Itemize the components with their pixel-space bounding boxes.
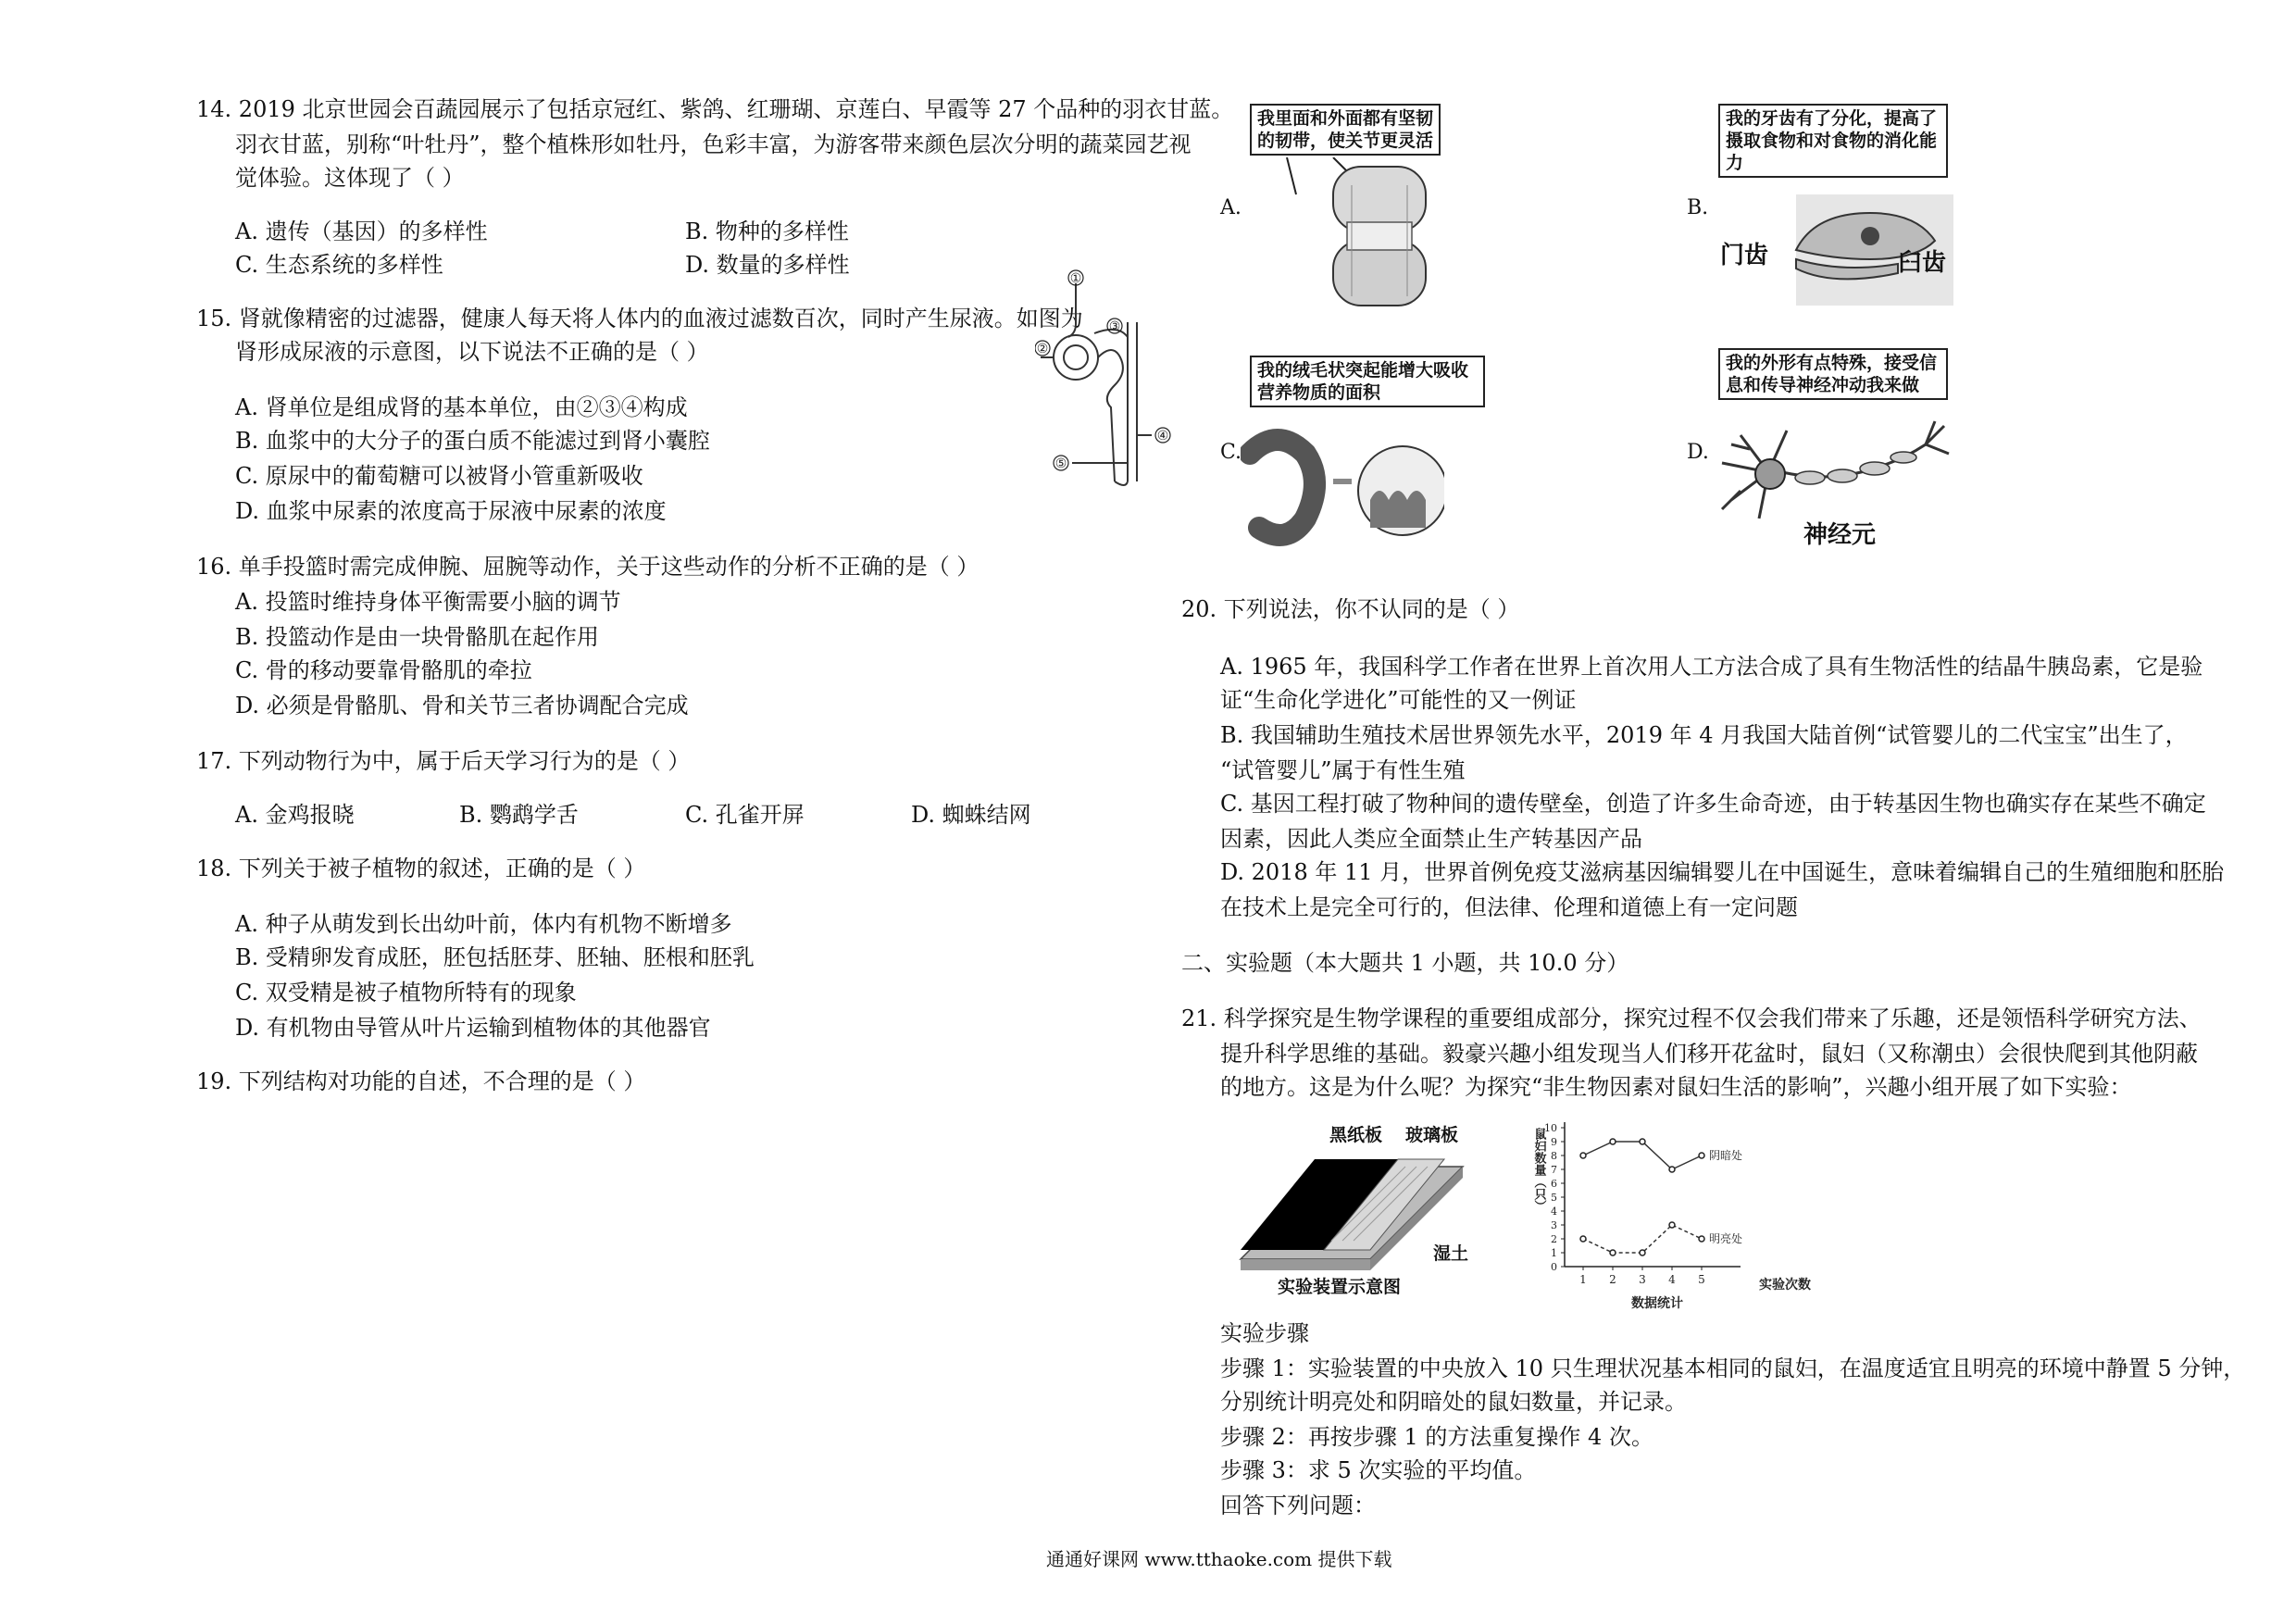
q19-b-label-molar: 臼齿 [1898,249,1947,277]
joint-illustration [1259,157,1463,315]
q19-option-a-letter: A. [1220,196,1242,219]
x-axis-label: 实验次数 [1759,1278,1811,1293]
q18-option-b: B. 受精卵发育成胚，胚包括胚芽、胚轴、胚根和胚乳 [235,944,755,970]
q15-stem-line1: 15. 肾就像精密的过滤器，健康人每天将人体内的血液过滤数百次，同时产生尿液。如图为 [196,306,1083,331]
step-3: 步骤 3：求 5 次实验的平均值。 [1220,1457,1537,1483]
q17-option-d: D. 蜘蛛结网 [911,802,1031,828]
q20-stem: 20. 下列说法，你不认同的是（ ） [1181,596,1520,622]
q20-option-a-line1: A. 1965 年，我国科学工作者在世界上首次用人工方法合成了具有生物活性的结晶牛胰岛素，它是验 [1220,654,2203,680]
q16-option-b: B. 投篮动作是由一块骨骼肌在起作用 [235,624,599,650]
data-point [1580,1153,1586,1158]
q16-stem: 16. 单手投篮时需完成伸腕、屈腕等动作，关于这些动作的分析不正确的是（ ） [196,554,980,580]
nephron-diagram [1035,269,1183,491]
y-tick-label: 9 [1551,1136,1557,1148]
q20-option-b-line2: “试管婴儿”属于有性生殖 [1220,757,1466,783]
y-tick-label: 2 [1551,1233,1557,1245]
q19-option-b-letter: B. [1687,196,1709,219]
y-tick-label: 8 [1551,1150,1557,1162]
q19-a-callout: 我里面和外面都有坚韧的韧带，使关节更灵活 [1250,104,1441,156]
chart-marks [1580,1139,1742,1255]
series-label: 明亮处 [1709,1232,1743,1245]
x-tick-label: 1 [1579,1273,1587,1286]
shrimp-count-line-chart [1518,1109,1870,1313]
apparatus-caption: 实验装置示意图 [1278,1277,1402,1297]
q19-c-callout: 我的绒毛状突起能增大吸收营养物质的面积 [1250,356,1485,407]
nephron-label-4: ④ [1156,429,1169,443]
q19-b-callout: 我的牙齿有了分化，提高了摄取食物和对食物的消化能力 [1718,104,1948,178]
q15-stem-line2: 肾形成尿液的示意图，以下说法不正确的是（ ） [235,339,709,365]
series-label: 阴暗处 [1709,1149,1743,1162]
data-point [1610,1250,1616,1255]
q19-stem: 19. 下列结构对功能的自述，不合理的是（ ） [196,1068,646,1094]
q19-option-c-letter: C. [1220,441,1242,464]
section-2-heading: 二、实验题（本大题共 1 小题，共 10.0 分） [1181,950,1629,976]
data-point [1580,1236,1586,1242]
step-1-line1: 步骤 1：实验装置的中央放入 10 只生理状况基本相同的鼠妇，在温度适宜且明亮的环境中静置 5 分钟， [1220,1355,2246,1381]
chart-caption: 数据统计 [1631,1296,1683,1311]
step-1-line2: 分别统计明亮处和阴暗处的鼠妇数量，并记录。 [1220,1389,1687,1415]
steps-title: 实验步骤 [1220,1320,1309,1346]
y-axis-label: 鼠妇数量（只） [1531,1128,1546,1212]
q16-option-c: C. 骨的移动要靠骨骼肌的牵拉 [235,657,532,683]
q18-option-d: D. 有机物由导管从叶片运输到植物体的其他器官 [235,1015,711,1041]
data-point [1699,1236,1704,1242]
afferent-vessel [1068,283,1076,337]
answer-prompt: 回答下列问题： [1220,1493,1376,1518]
x-tick-label: 5 [1698,1273,1705,1286]
glomerular-capsule [1054,335,1098,380]
q16-option-a: A. 投篮时维持身体平衡需要小脑的调节 [235,589,621,615]
q19-b-label-incisor: 门齿 [1720,242,1769,269]
q15-option-a: A. 肾单位是组成肾的基本单位，由②③④构成 [235,394,688,420]
q19-d-callout: 我的外形有点特殊，接受信息和传导神经冲动我来做 [1718,348,1948,400]
data-point [1640,1250,1645,1255]
chart-axes [1532,1122,1812,1311]
q19-d-label-neuron: 神经元 [1803,521,1877,549]
page-footer: 通通好课网 www.tthaoke.com 提供下载 [1046,1548,1392,1570]
q19-option-d-letter: D. [1687,441,1709,464]
q17-stem: 17. 下列动物行为中，属于后天学习行为的是（ ） [196,748,691,774]
y-tick-label: 10 [1544,1122,1557,1134]
x-tick-label: 4 [1668,1273,1676,1286]
y-tick-label: 5 [1551,1192,1557,1204]
q20-option-b-line1: B. 我国辅助生殖技术居世界领先水平，2019 年 4 月我国大陆首例“试管婴儿的二代宝宝”出生了， [1220,722,2188,748]
y-tick-label: 1 [1551,1247,1557,1259]
data-point [1669,1167,1675,1172]
y-tick-label: 3 [1551,1219,1557,1231]
x-tick-label: 3 [1639,1273,1646,1286]
y-tick-label: 0 [1551,1261,1557,1273]
q15-option-d: D. 血浆中尿素的浓度高于尿液中尿素的浓度 [235,498,667,524]
q20-option-c-line2: 因素，因此人类应全面禁止生产转基因产品 [1220,826,1642,852]
data-point [1610,1139,1616,1144]
q20-option-c-line1: C. 基因工程打破了物种间的遗传壁垒，创造了许多生命奇迹，由于转基因生物也确实存在某些不确定 [1220,791,2206,817]
y-tick-label: 4 [1551,1206,1557,1218]
q20-option-d-line1: D. 2018 年 11 月，世界首例免疫艾滋病基因编辑婴儿在中国诞生，意味着编辑自己的生殖细胞和胚胎 [1220,859,2225,885]
series-line-bright [1583,1225,1702,1253]
intestine-villi-illustration [1241,417,1444,556]
q21-stem-line2: 提升科学思维的基础。毅豪兴趣小组发现当人们移开花盆时，鼠妇（又称潮虫）会很快爬到其他阴蔽 [1220,1041,2198,1067]
q18-option-c: C. 双受精是被子植物所特有的现象 [235,980,577,1006]
glomerulus [1064,345,1088,369]
q18-option-a: A. 种子从萌发到长出幼叶前，体内有机物不断增多 [235,911,732,937]
q14-option-a: A. 遗传（基因）的多样性 [235,219,488,244]
q15-option-b: B. 血浆中的大分子的蛋白质不能滤过到肾小囊腔 [235,428,710,454]
q14-stem-line1: 14. 2019 北京世园会百蔬园展示了包括京冠红、紫鸽、红珊瑚、京莲白、早霞等 27 个品种的羽衣甘蓝。 [196,96,1234,122]
data-point [1699,1153,1704,1158]
q14-stem-line2: 羽衣甘蓝，别称“叶牡丹”，整个植株形如牡丹，色彩丰富，为游客带来颜色层次分明的蔬菜园艺视 [235,131,1192,157]
q20-option-a-line2: 证“生命化学进化”可能性的又一例证 [1220,687,1577,713]
series-line-dark [1583,1142,1702,1169]
y-tick-label: 7 [1551,1164,1557,1176]
renal-tubule [1098,350,1123,481]
apparatus-label-glass-board: 玻璃板 [1405,1125,1459,1145]
q15-option-c: C. 原尿中的葡萄糖可以被肾小管重新吸收 [235,463,643,489]
q17-option-a: A. 金鸡报晓 [235,802,355,828]
q20-option-d-line2: 在技术上是完全可行的，但法律、伦理和道德上有一定问题 [1220,894,1798,920]
q14-stem-line3: 觉体验。这体现了（ ） [235,165,465,191]
q14-option-c: C. 生态系统的多样性 [235,252,443,278]
apparatus-label-black-board: 黑纸板 [1329,1125,1383,1145]
q17-option-b: B. 鹦鹉学舌 [459,802,579,828]
q18-stem: 18. 下列关于被子植物的叙述，正确的是（ ） [196,856,646,881]
data-point [1640,1139,1645,1144]
q21-stem-line1: 21. 科学探究是生物学课程的重要组成部分，探究过程不仅会我们带来了乐趣，还是领悟科学研究方法、 [1181,1006,2202,1031]
q14-option-d: D. 数量的多样性 [685,252,850,278]
data-point [1669,1222,1675,1228]
q16-option-d: D. 必须是骨骼肌、骨和关节三者协调配合完成 [235,693,689,718]
q21-stem-line3: 的地方。这是为什么呢？为探究“非生物因素对鼠妇生活的影响”，兴趣小组开展了如下实验： [1220,1074,2132,1100]
apparatus-label-wet-soil: 湿土 [1433,1243,1469,1264]
y-tick-label: 6 [1551,1178,1557,1190]
q17-option-c: C. 孔雀开屏 [685,802,805,828]
nephron-label-3: ③ [1108,319,1121,334]
x-tick-label: 2 [1609,1273,1616,1286]
nephron-label-2: ② [1036,342,1049,356]
nephron-label-5: ⑤ [1054,456,1067,471]
step-2: 步骤 2：再按步骤 1 的方法重复操作 4 次。 [1220,1424,1653,1450]
nephron-label-1: ① [1069,271,1082,286]
q14-option-b: B. 物种的多样性 [685,219,849,244]
